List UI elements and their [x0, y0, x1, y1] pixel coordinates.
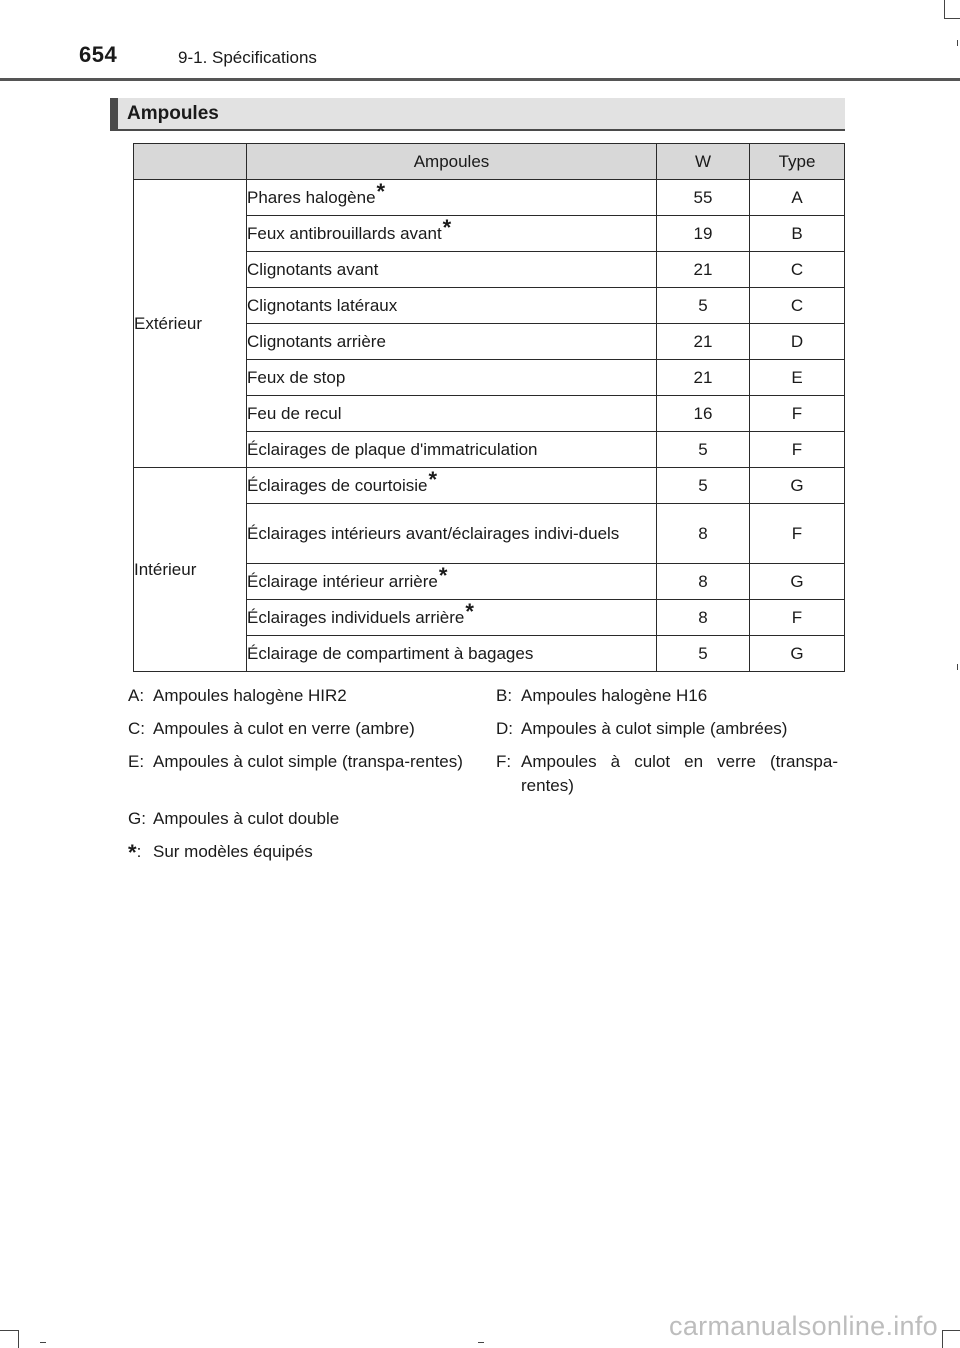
- header-rule: [0, 78, 960, 81]
- footnote-star: *: [376, 178, 386, 204]
- legend-key: D:: [496, 719, 513, 738]
- bulb-watts: 55: [657, 180, 750, 216]
- header-bulbs: Ampoules: [247, 144, 657, 180]
- bulb-watts: 8: [657, 564, 750, 600]
- bulb-type: E: [750, 360, 845, 396]
- bulb-watts: 21: [657, 324, 750, 360]
- footnote-star: *: [465, 598, 474, 624]
- legend-text: Ampoules à culot simple (ambrées): [521, 719, 788, 738]
- page-number: 654: [79, 42, 118, 67]
- legend-row: [128, 717, 838, 741]
- bulb-name: Phares halogène*: [247, 180, 657, 216]
- footnote-key: *:: [128, 840, 142, 865]
- crop-mark: [957, 40, 958, 46]
- bulb-type: D: [750, 324, 845, 360]
- bulb-type: G: [750, 636, 845, 672]
- type-legend: [128, 684, 838, 873]
- bulb-name: Feux de stop: [247, 360, 657, 396]
- bulb-type: F: [750, 432, 845, 468]
- legend-text: Ampoules à culot simple (transpa-rentes): [153, 752, 463, 771]
- chapter-title: 9-1. Spécifications: [178, 48, 317, 67]
- legend-text: Ampoules halogène H16: [521, 686, 708, 705]
- legend-text: Ampoules halogène HIR2: [153, 686, 347, 705]
- crop-mark: [942, 1330, 960, 1331]
- legend-key: G:: [128, 809, 146, 828]
- bulb-type: F: [750, 396, 845, 432]
- legend-text: Ampoules à culot en verre (ambre): [153, 719, 415, 738]
- legend-key: C:: [128, 719, 145, 738]
- bulb-watts: 8: [657, 600, 750, 636]
- header-group: [134, 144, 247, 180]
- legend-row: [128, 750, 838, 798]
- page-header: [0, 0, 960, 82]
- bulb-type: C: [750, 252, 845, 288]
- bulb-watts: 21: [657, 252, 750, 288]
- bulb-type: G: [750, 468, 845, 504]
- legend-item-f: [496, 750, 838, 798]
- bulb-watts: 16: [657, 396, 750, 432]
- legend-row: [128, 807, 838, 831]
- bulb-watts: 19: [657, 216, 750, 252]
- crop-mark: [944, 0, 945, 18]
- group-exterior: Extérieur: [134, 180, 247, 468]
- legend-item-g: [128, 807, 470, 831]
- footnote-text: Sur modèles équipés: [153, 842, 313, 861]
- bulb-name: Éclairages individuels arrière*: [247, 600, 657, 636]
- legend-key: F:: [496, 752, 512, 771]
- table-header-row: [134, 144, 845, 180]
- group-interior: Intérieur: [134, 468, 247, 672]
- header-watts: W: [657, 144, 750, 180]
- bulb-name: Éclairage intérieur arrière*: [247, 564, 657, 600]
- legend-item-b: [496, 684, 838, 708]
- legend-key: E:: [128, 752, 145, 771]
- bulb-type: F: [750, 600, 845, 636]
- bulb-table: [133, 143, 845, 672]
- crop-mark: [0, 1330, 18, 1331]
- header-type: Type: [750, 144, 845, 180]
- table-row: [134, 468, 845, 504]
- bulb-type: G: [750, 564, 845, 600]
- legend-item-c: [128, 717, 470, 741]
- footnote: [128, 840, 838, 864]
- bulb-type: B: [750, 216, 845, 252]
- footnote-star: *: [438, 562, 448, 588]
- footnote-star: *: [442, 214, 452, 240]
- legend-item-a: [128, 684, 470, 708]
- legend-text: Ampoules à culot double: [153, 809, 340, 828]
- bulb-name: Feu de recul: [247, 396, 657, 432]
- bulb-watts: 5: [657, 468, 750, 504]
- bulb-name: Clignotants arrière: [247, 324, 657, 360]
- bulb-name: Feux antibrouillards avant*: [247, 216, 657, 252]
- bulb-watts: 8: [657, 504, 750, 564]
- crop-mark: [478, 1342, 484, 1343]
- bulb-type: C: [750, 288, 845, 324]
- legend-key: A:: [128, 686, 145, 705]
- section-accent: [110, 98, 118, 129]
- bulb-watts: 5: [657, 432, 750, 468]
- legend-key: B:: [496, 686, 513, 705]
- bulb-type: A: [750, 180, 845, 216]
- bulb-watts: 5: [657, 288, 750, 324]
- bulb-watts: 21: [657, 360, 750, 396]
- footnote-item: [128, 840, 470, 864]
- bulb-name: Éclairages de courtoisie*: [247, 468, 657, 504]
- footnote-star: *: [428, 466, 438, 492]
- legend-item-d: [496, 717, 838, 741]
- legend-row: [128, 684, 838, 708]
- table-row: [134, 180, 845, 216]
- legend-item-e: [128, 750, 470, 798]
- bulb-watts: 5: [657, 636, 750, 672]
- crop-mark: [40, 1342, 46, 1343]
- legend-text: Ampoules à culot en verre (transpa-rentes): [521, 752, 838, 795]
- bulb-name: Clignotants avant: [247, 252, 657, 288]
- bulb-type: F: [750, 504, 845, 564]
- crop-mark: [944, 18, 960, 19]
- crop-mark: [957, 664, 958, 670]
- section-heading: [110, 98, 845, 131]
- footnote-star: *: [128, 840, 137, 865]
- watermark: carmanualsonline.info: [669, 1311, 938, 1341]
- bulb-name: Éclairages de plaque d'immatriculation: [247, 432, 657, 468]
- bulb-name: Éclairage de compartiment à bagages: [247, 636, 657, 672]
- crop-mark: [18, 1330, 19, 1348]
- bulb-name: Clignotants latéraux: [247, 288, 657, 324]
- bulb-name: Éclairages intérieurs avant/éclairages indivi-duels: [247, 504, 657, 564]
- section-title: Ampoules: [127, 103, 219, 124]
- crop-mark: [942, 1330, 943, 1348]
